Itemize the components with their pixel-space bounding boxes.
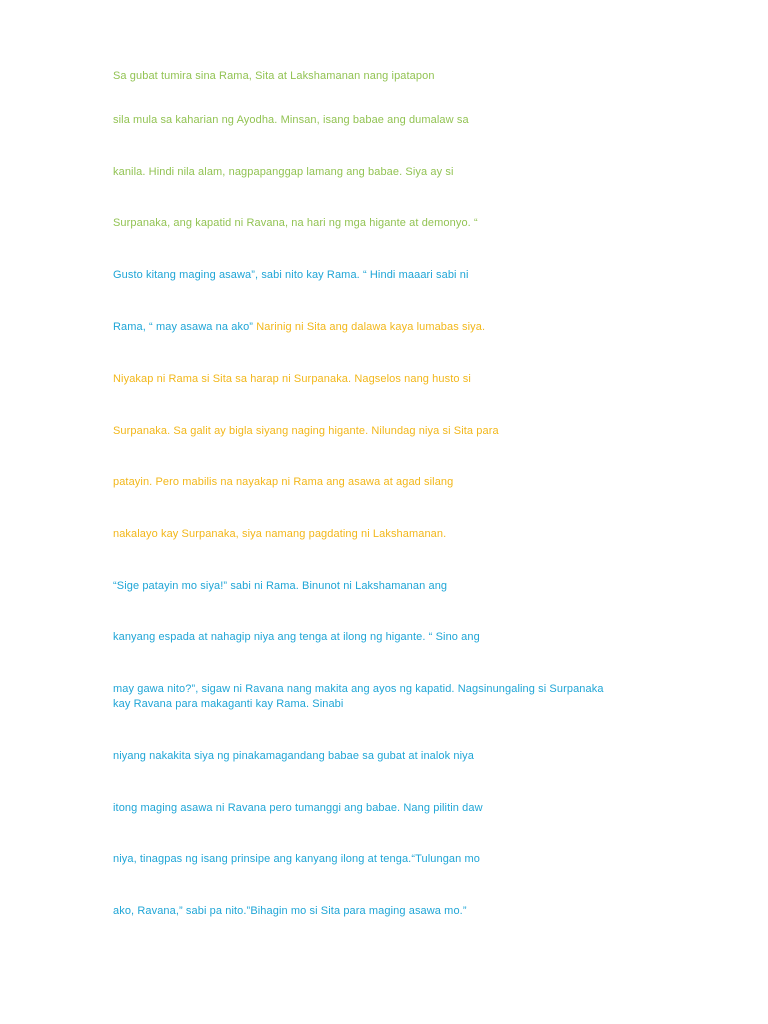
paragraph-line-17: niya, tinagpas ng isang prinsipe ang kanyang ilong at tenga.“Tulungan mo — [113, 853, 480, 865]
paragraph-line-1: Sa gubat tumira sina Rama, Sita at Lakshamanan nang ipatapon — [113, 70, 435, 82]
paragraph-line-8: Surpanaka. Sa galit ay bigla siyang naging higante. Nilundag niya si Sita para — [113, 425, 499, 437]
paragraph-line-18: ako, Ravana,” sabi pa nito.”Bihagin mo si Sita para maging asawa mo.” — [113, 905, 467, 917]
paragraph-line-9: patayin. Pero mabilis na nayakap ni Rama ang asawa at agad silang — [113, 476, 454, 488]
paragraph-line-10: nakalayo kay Surpanaka, siya namang pagdating ni Lakshamanan. — [113, 528, 447, 540]
paragraph-line-5: Gusto kitang maging asawa”, sabi nito kay Rama. “ Hindi maaari sabi ni — [113, 269, 469, 281]
paragraph-line-11: “Sige patayin mo siya!” sabi ni Rama. Binunot ni Lakshamanan ang — [113, 580, 448, 592]
paragraph-line-2: sila mula sa kaharian ng Ayodha. Minsan, isang babae ang dumalaw sa — [113, 114, 469, 126]
paragraph-line-16: itong maging asawa ni Ravana pero tumanggi ang babae. Nang pilitin daw — [113, 802, 483, 814]
line-6-part-blue: Rama, “ may asawa na ako” — [113, 321, 254, 333]
paragraph-line-12: kanyang espada at nahagip niya ang tenga at ilong ng higante. “ Sino ang — [113, 631, 480, 643]
paragraph-line-3: kanila. Hindi nila alam, nagpapanggap lamang ang babae. Siya ay si — [113, 166, 454, 178]
paragraph-line-13: may gawa nito?”, sigaw ni Ravana nang makita ang ayos ng kapatid. Nagsinungaling si Surpanaka — [113, 683, 604, 695]
paragraph-line-4: Surpanaka, ang kapatid ni Ravana, na hari ng mga higante at demonyo. “ — [113, 217, 478, 229]
paragraph-line-7: Niyakap ni Rama si Sita sa harap ni Surpanaka. Nagselos nang husto si — [113, 373, 471, 385]
paragraph-line-15: niyang nakakita siya ng pinakamagandang babae sa gubat at inalok niya — [113, 750, 474, 762]
line-6-part-orange: Narinig ni Sita ang dalawa kaya lumabas siya. — [256, 321, 486, 333]
paragraph-line-14: kay Ravana para makaganti kay Rama. Sinabi — [113, 698, 344, 710]
paragraph-line-6 — [113, 320, 673, 335]
